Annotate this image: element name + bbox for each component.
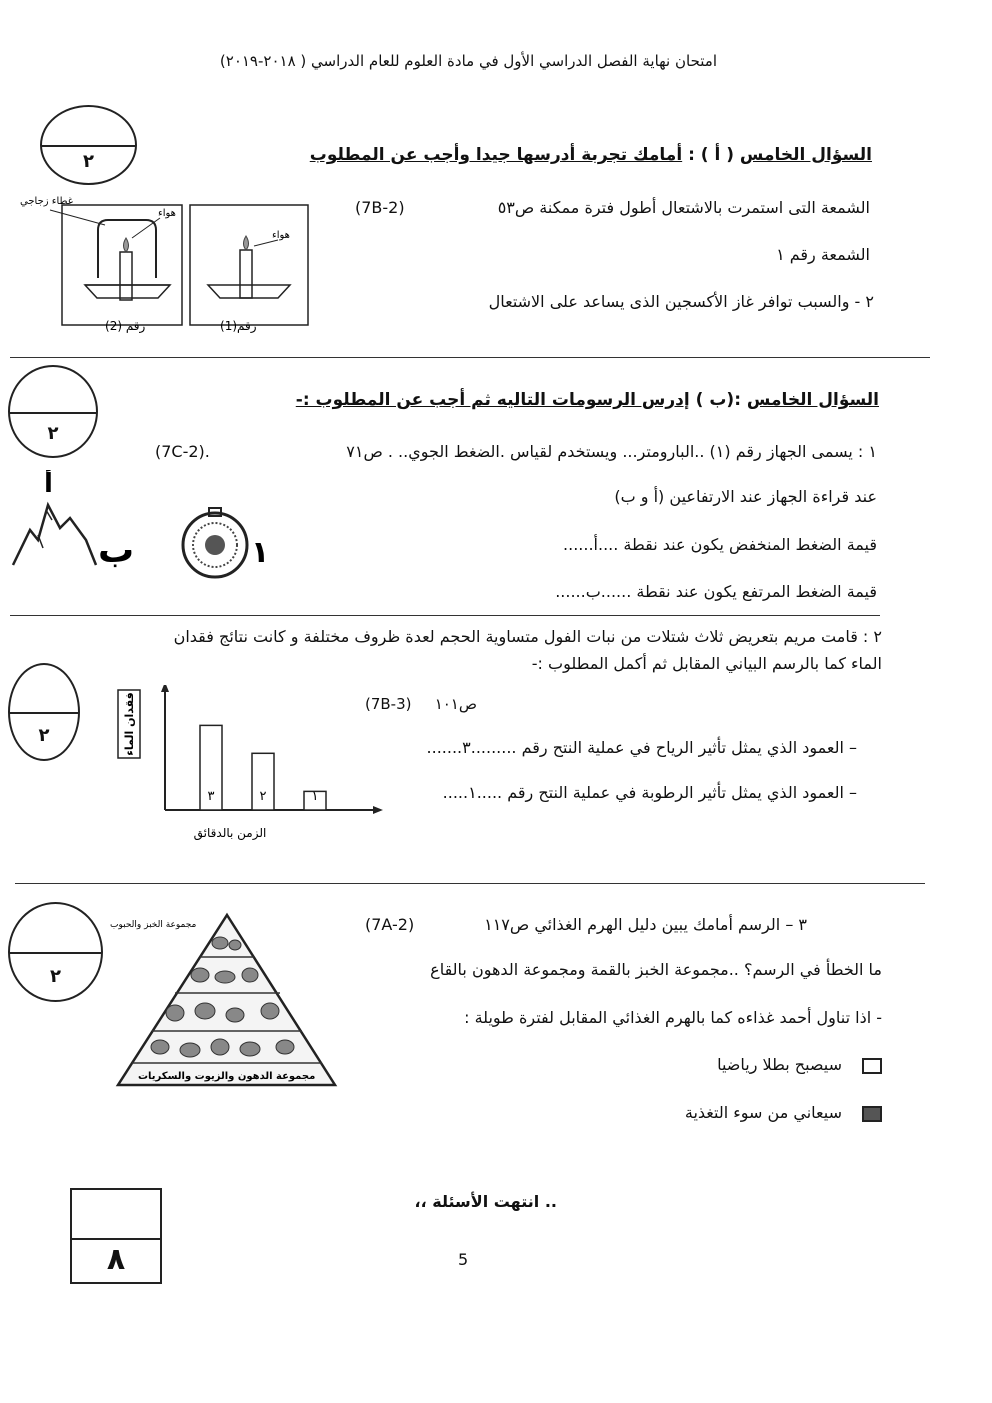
option2-checkbox[interactable] — [862, 1106, 882, 1122]
score-circle-c — [8, 663, 80, 761]
mountain-shape — [13, 505, 96, 565]
mountain-label-b: ب — [98, 530, 135, 571]
section-a-answer1: الشمعة رقم ١ — [776, 245, 870, 264]
section-b-heading — [296, 390, 879, 410]
divider-1 — [10, 357, 930, 358]
section-c-intro-line2: الماء كما بالرسم البياني المقابل ثم أكمل المطلوب :- — [531, 654, 882, 673]
chart-bar-label-1: ٣ — [207, 789, 215, 804]
section-a-q2: ٢ - والسبب توافر غاز الأكسجين الذى يساعد على الاشتعال — [488, 292, 874, 311]
figure-caption-1: رقم(1) — [220, 319, 257, 333]
end-of-questions: .. انتهت الأسئلة ،، — [414, 1192, 557, 1211]
section-b-q1: ١ : يسمى الجهاز رقم (١) ..البارومتر... ويستخدم لقياس .الضغط الجوي.. . ص٧١ — [346, 442, 877, 461]
section-c-page-ref: ص١٠١ — [434, 695, 477, 713]
score-value-a: ٢ — [83, 151, 94, 173]
section-a-heading-part: ( أ ) : — [688, 145, 734, 165]
candle-1-shape — [240, 250, 252, 298]
figure-caption-2: رقم (2) — [105, 319, 146, 333]
candle-experiment-figure — [10, 180, 310, 340]
section-d-effect-question: - اذا تناول أحمد غذاءه كما بالهرم الغذائي المقابل لفترة طويلة : — [464, 1008, 882, 1027]
section-b-heading-part: :(ب ) — [695, 390, 741, 410]
barometer-mountain-figure — [8, 470, 278, 580]
option1-label: سيصبح بطلا رياضيا — [717, 1055, 842, 1074]
section-c-intro-line1: ٢ : قامت مريم بتعريض ثلاث شتلات من نبات الفول متساوية الحجم لعدة ظروف مختلفة و كانت نتائج فقدان — [173, 627, 882, 646]
candle-2-shape — [120, 252, 132, 300]
section-d-error-question: ما الخطأ في الرسم؟ ..مجموعة الخبز بالقمة ومجموعة الدهون بالقاع — [430, 960, 882, 979]
section-c-code: (7B-3) — [365, 695, 412, 713]
total-score-value: ٨ — [106, 1242, 126, 1277]
score-value-d: ٢ — [50, 965, 61, 987]
section-a-q1-text: الشمعة التى استمرت بالاشتعال أطول فترة ممكنة ص٥٣ — [497, 198, 870, 217]
figure-frame-2 — [62, 205, 182, 325]
flame-2-shape — [124, 238, 129, 252]
chart-ylabel: فقدان الماء — [123, 692, 136, 756]
section-a-heading — [310, 145, 872, 165]
chart-x-arrow — [373, 806, 383, 814]
chart-y-arrow — [161, 685, 169, 692]
mountain-label-a: أ — [44, 470, 53, 499]
section-d-question: ٣ – الرسم أمامك يبين دليل الهرم الغذائي ص١١٧ — [484, 915, 807, 934]
option2-label: سيعاني من سوء التغذية — [684, 1103, 842, 1122]
section-a-heading-label: السؤال الخامس — [739, 145, 872, 165]
flame-1-shape — [244, 236, 249, 250]
section-b-q4: قيمة الضغط المرتفع يكون عند نقطة ......ب...... — [555, 582, 877, 601]
score-circle-d — [8, 902, 103, 1002]
total-score-box — [70, 1188, 162, 1284]
page-number: 5 — [458, 1250, 469, 1269]
score-value-c: ٢ — [38, 724, 50, 746]
cover-arrow — [50, 210, 105, 225]
section-c-item1: – العمود الذي يمثل تأثير الرياح في عملية النتح رقم .........٣....... — [426, 738, 857, 757]
section-a-q1-code: (7B-2) — [355, 198, 405, 217]
figure-frame-1 — [190, 205, 308, 325]
score-circle-a — [40, 105, 137, 185]
exam-title: امتحان نهاية الفصل الدراسي الأول في مادة العلوم للعام الدراسي ( ٢٠١٨-٢٠١٩) — [219, 52, 717, 70]
section-c-item2: – العمود الذي يمثل تأثير الرطوبة في عملية النتح رقم .....١..... — [442, 783, 857, 802]
section-d-code: (7A-2) — [365, 915, 415, 934]
score-value-b: ٢ — [47, 422, 59, 444]
dish-2-shape — [85, 285, 170, 298]
pyramid-top-label: مجموعة الخبز والحبوب — [110, 920, 197, 930]
cover-label: غطاء زجاجي — [20, 196, 73, 207]
air-label-1: هواء — [272, 230, 290, 241]
score-circle-b — [8, 365, 98, 458]
section-b-q2: عند قراءة الجهاز عند الارتفاعين (أ و ب) — [614, 487, 877, 506]
chart-bar-label-2: ٢ — [259, 789, 267, 804]
section-b-q1-code: (7C-2). — [155, 442, 210, 461]
chart-xlabel: الزمن بالدقائق — [193, 826, 267, 840]
divider-3 — [15, 883, 925, 884]
chart-bar-label-3: ١ — [311, 789, 319, 804]
divider-2 — [10, 615, 880, 616]
section-b-q3: قيمة الضغط المنخفض يكون عند نقطة ....أ...... — [563, 535, 877, 554]
food-pyramid-figure — [110, 905, 345, 1095]
section-b-heading-text: إدرس الرسومات التاليه ثم أجب عن المطلوب :- — [295, 390, 690, 410]
section-a-q1 — [498, 198, 870, 217]
section-b-heading-label: السؤال الخامس — [746, 390, 879, 410]
option1-checkbox[interactable] — [862, 1058, 882, 1074]
pyramid-bottom-label: مجموعة الدهون والزيوت والسكريات — [138, 1071, 316, 1082]
dish-1-shape — [208, 285, 290, 298]
section-a-heading-text: أمامك تجربة أدرسها جيدا وأجب عن المطلوب — [309, 145, 683, 165]
air-label-2: هواء — [158, 208, 176, 219]
barometer-label-1: ١ — [251, 535, 270, 570]
barometer-center — [205, 535, 225, 555]
water-loss-chart — [110, 685, 385, 845]
